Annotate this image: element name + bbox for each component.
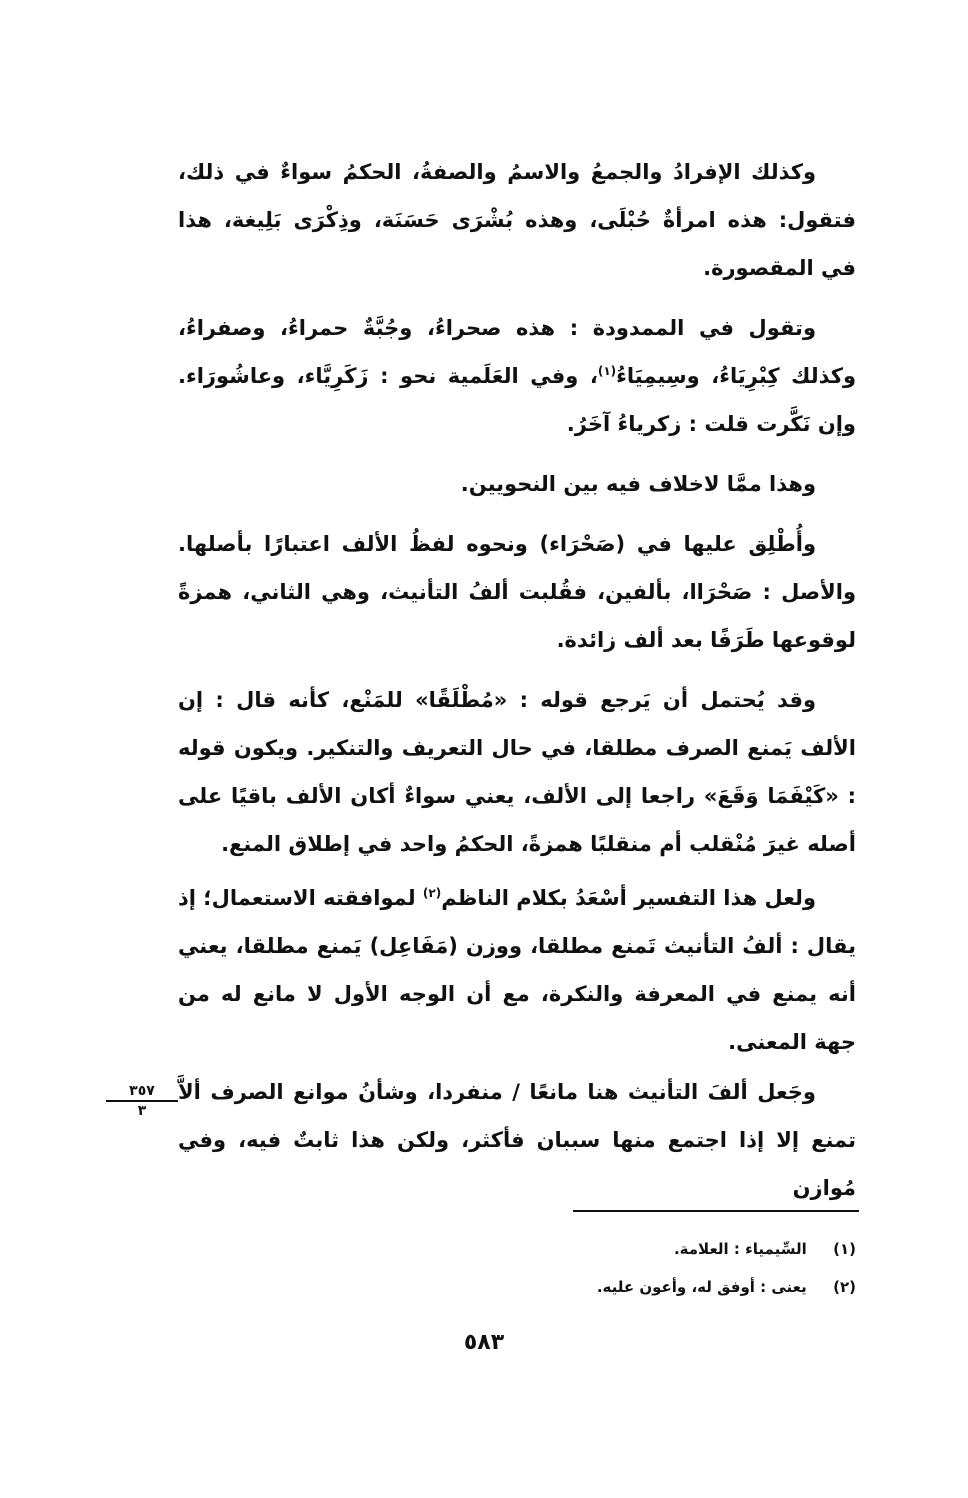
paragraph-6 — [178, 874, 856, 1066]
paragraph-1 — [178, 148, 856, 292]
footnotes — [560, 1230, 856, 1306]
folio-numerator: ٣٥٧ — [129, 1083, 155, 1099]
paragraph-2-text-b: ، وفي العَلَمية نحو : زَكَرِيَّاء، وعاشُورَاء. وإن نَكَّرت قلت : زكرياءُ آخَرُ. — [178, 364, 856, 436]
footnote-2-number: (٢) — [833, 1278, 856, 1296]
paragraph-7 — [178, 1068, 856, 1212]
page-number: ٥٨٣ — [463, 1330, 505, 1355]
footnote-ref-2: (٢) — [422, 886, 442, 900]
paragraph-6-text-b: لموافقته الاستعمال؛ إذ يقال : ألفُ التأنيث تَمنع مطلقا، ووزن (مَفَاعِل) يَمنع مطلقا، يعني أنه يمنع في المعرفة والنكرة، مع أن الوجه الأول لا مانع له من جهة المعنى. — [177, 886, 856, 1054]
paragraph-5 — [178, 676, 856, 868]
paragraph-2-text-a: وتقول في الممدودة : هذه صحراءُ، وجُبَّةٌ حمراءُ، وصفراءُ، وكذلك كِبْرِيَاءُ، وسِيمِيَاءُ — [178, 316, 857, 388]
manuscript-folio-marker — [106, 1084, 178, 1118]
folio-divider — [106, 1100, 178, 1102]
paragraph-3 — [178, 460, 856, 508]
paragraph-4-text: وأُطْلِق عليها في (صَحْرَاء) ونحوه لفظُ الألف اعتبارًا بأصلها. والأصل : صَحْرَاا، بألفين، فقُلبت ألفُ التأنيث، وهي الثاني، همزةً لوقوعها طَرَفًا بعد ألف زائدة. — [178, 532, 856, 652]
footnote-1-text: السِّيمياء : العلامة. — [673, 1240, 807, 1258]
footnote-2 — [560, 1268, 856, 1306]
paragraph-1-text: وكذلك الإفرادُ والجمعُ والاسمُ والصفةُ، الحكمُ سواءٌ في ذلك، فتقول: هذه امرأةٌ حُبْلَى، وهذه بُشْرَى حَسَنَة، وذِكْرَى بَلِيغة، هذا في المقصورة. — [178, 160, 856, 280]
paragraph-3-text: وهذا ممَّا لاخلاف فيه بين النحويين. — [460, 472, 816, 496]
footnote-1-number: (١) — [833, 1240, 856, 1258]
paragraph-7-text: وجَعل ألفَ التأنيث هنا مانعًا / منفردا، وشأنُ موانع الصرف ألاَّ تمنع إلا إذا اجتمع منها سببان فأكثر، ولكن هذا ثابتٌ فيه، وفي مُوازن — [178, 1080, 856, 1200]
footnote-separator — [573, 1210, 859, 1212]
paragraph-6-text-a: ولعل هذا التفسير أسْعَدُ بكلام الناظم — [441, 886, 816, 910]
paragraph-2 — [178, 304, 856, 448]
footnote-2-text: يعنى : أوفق له، وأعون عليه. — [596, 1278, 807, 1296]
folio-denominator: ٣ — [137, 1103, 147, 1119]
main-text — [178, 148, 856, 1212]
footnote-1 — [560, 1230, 856, 1268]
footnote-ref-1: (١) — [597, 364, 617, 378]
paragraph-5-text: وقد يُحتمل أن يَرجع قوله : «مُطْلَقًا» للمَنْع، كأنه قال : إن الألف يَمنع الصرف مطلقا، في حال التعريف والتنكير. ويكون قوله : «كَيْفَمَا وَقَعَ» راجعا إلى الألف، يعني سواءٌ أكان الألف باقيًا على أصله غيرَ مُنْقلب أم منقلبًا همزةً، الحكمُ واحد في إطلاق المنع. — [178, 688, 856, 856]
paragraph-4 — [178, 520, 856, 664]
